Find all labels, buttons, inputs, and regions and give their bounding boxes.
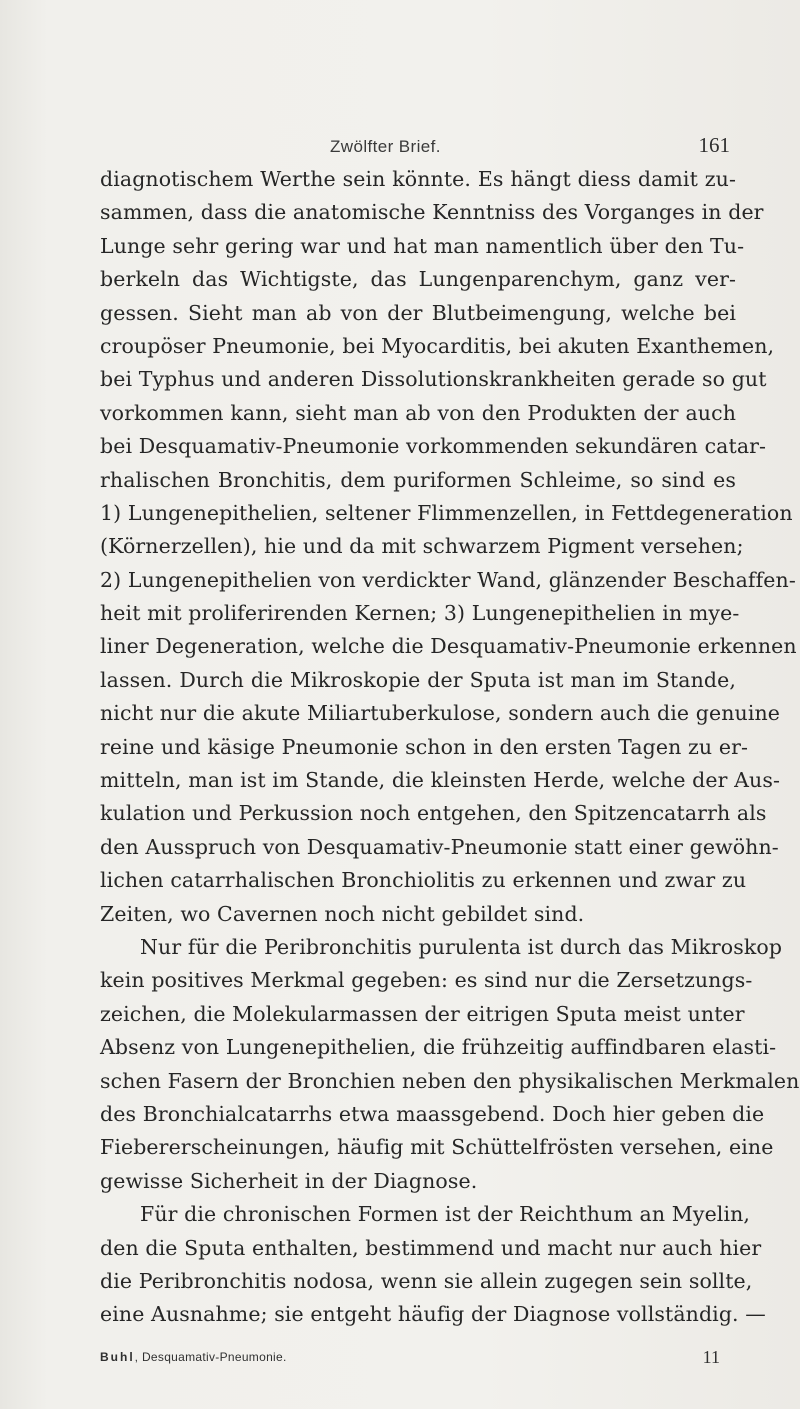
text-line: reine und käsige Pneumonie schon in den ersten Tagen zu er- xyxy=(100,734,749,759)
text-line: croupöser Pneumonie, bei Myocarditis, bei akuten Exanthemen, xyxy=(100,333,775,358)
text-line: heit mit proliferirenden Kernen; 3) Lungenepithelien in mye- xyxy=(100,601,740,626)
text-line: des Bronchialcatarrhs etwa maassgebend. Doch hier geben die xyxy=(100,1101,765,1126)
text-line: bei Desquamativ-Pneumonie vorkommenden sekundären catar- xyxy=(100,434,767,459)
footer-imprint: Buhl, Desquamativ-Pneumonie. xyxy=(100,1350,287,1364)
text-line: liner Degeneration, welche die Desquamativ-Pneumonie erkennen xyxy=(100,634,797,659)
page-header xyxy=(100,133,730,163)
text-line: sammen, dass die anatomische Kenntniss des Vorganges in der xyxy=(100,200,764,225)
text-line: Absenz von Lungenepithelien, die frühzeitig auffindbaren elasti- xyxy=(100,1035,777,1060)
text-line: gessen. Sieht man ab von der Blutbeimengung, welche bei xyxy=(100,300,736,325)
text-line: Zeiten, wo Cavernen noch nicht gebildet sind. xyxy=(100,901,585,926)
text-line: den die Sputa enthalten, bestimmend und macht nur auch hier xyxy=(100,1235,762,1260)
text-line: eine Ausnahme; sie entgeht häufig der Diagnose vollständig. — xyxy=(100,1302,766,1327)
signature-mark: 11 xyxy=(702,1347,720,1367)
text-line: bei Typhus und anderen Dissolutionskrankheiten gerade so gut xyxy=(100,367,767,392)
text-line: 2) Lungenepithelien von verdickter Wand, glänzender Beschaffen- xyxy=(100,567,796,592)
text-line: Fiebererscheinungen, häufig mit Schüttelfrösten versehen, eine xyxy=(100,1135,774,1160)
text-line: lichen catarrhalischen Bronchiolitis zu erkennen und zwar zu xyxy=(100,868,747,893)
text-line: berkeln das Wichtigste, das Lungenparenchym, ganz ver- xyxy=(100,267,736,292)
text-line: die Peribronchitis nodosa, wenn sie allein zugegen sein sollte, xyxy=(100,1268,753,1293)
text-line: den Ausspruch von Desquamativ-Pneumonie statt einer gewöhn- xyxy=(100,834,779,859)
body-text xyxy=(100,163,800,1332)
text-line: schen Fasern der Bronchien neben den physikalischen Merkmalen xyxy=(100,1068,800,1093)
text-line: diagnotischem Werthe sein könnte. Es hängt diess damit zu- xyxy=(100,167,736,191)
text-line: rhalischen Bronchitis, dem puriformen Schleime, so sind es xyxy=(100,467,736,492)
text-line: kulation und Perkussion noch entgehen, den Spitzencatarrh als xyxy=(100,801,767,826)
text-line: vorkommen kann, sieht man ab von den Produkten der auch xyxy=(100,400,736,425)
text-line: (Körnerzellen), hie und da mit schwarzem Pigment versehen; xyxy=(100,534,744,559)
text-line: zeichen, die Molekularmassen der eitrigen Sputa meist unter xyxy=(100,1001,745,1026)
page-footer xyxy=(100,1347,720,1371)
text-line: gewisse Sicherheit in der Diagnose. xyxy=(100,1168,478,1193)
text-line: mitteln, man ist im Stande, die kleinsten Herde, welche der Aus- xyxy=(100,768,781,793)
running-title: Zwölfter Brief. xyxy=(330,137,441,156)
footer-work-title: Desquamativ-Pneumonie. xyxy=(141,1350,287,1364)
text-line: nicht nur die akute Miliartuberkulose, sondern auch die genuine xyxy=(100,701,781,726)
footer-author: Buhl xyxy=(100,1350,135,1364)
text-line: kein positives Merkmal gegeben: es sind nur die Zersetzungs- xyxy=(100,968,753,993)
text-line: Nur für die Peribronchitis purulenta ist durch das Mikroskop xyxy=(140,934,783,959)
page-number: 161 xyxy=(698,133,730,157)
text-line: lassen. Durch die Mikroskopie der Sputa ist man im Stande, xyxy=(100,667,736,692)
text-line: 1) Lungenepithelien, seltener Flimmenzellen, in Fettdegeneration xyxy=(100,500,793,525)
text-line: Lunge sehr gering war und hat man namentlich über den Tu- xyxy=(100,233,745,258)
text-line: Für die chronischen Formen ist der Reichthum an Myelin, xyxy=(140,1202,751,1227)
